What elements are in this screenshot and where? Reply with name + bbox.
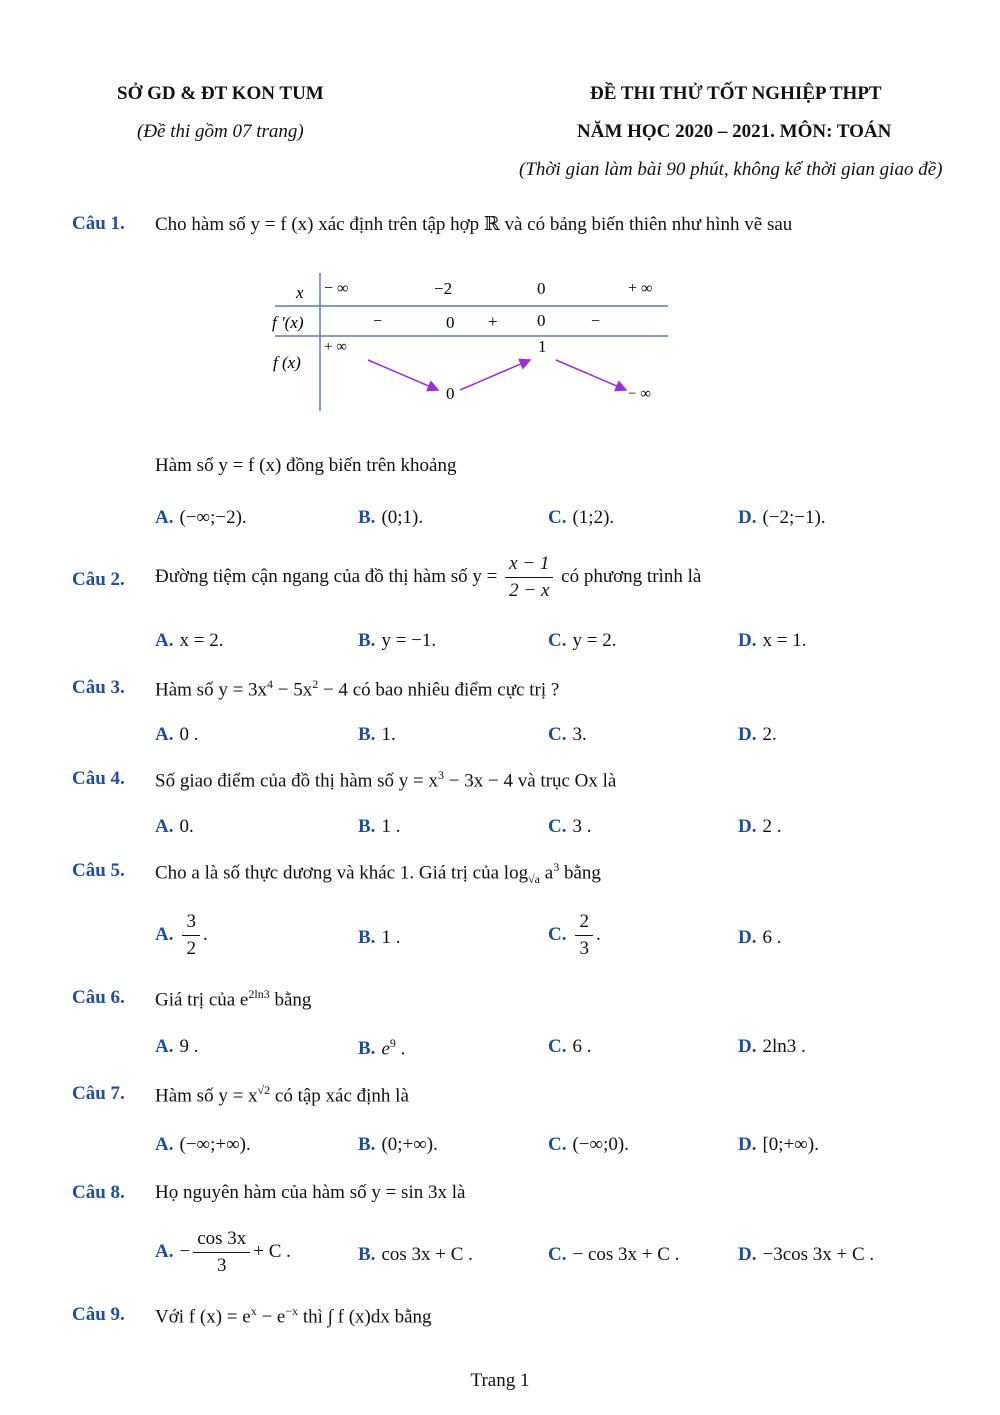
option-label: C. (548, 1134, 567, 1155)
option-prefix: − (179, 1240, 191, 1262)
question-text-before: Hàm số y = 3x (155, 679, 268, 701)
fraction-denominator: 2 (186, 938, 196, 959)
option-label: A. (155, 923, 174, 945)
exam-title: ĐỀ THI THỬ TỐT NGHIỆP THPT (590, 83, 882, 104)
option-b (358, 1134, 438, 1156)
option-label: D. (738, 724, 757, 745)
option-text: (0;+∞). (381, 1134, 438, 1155)
x-value: −2 (434, 279, 453, 298)
f-max-value: 1 (538, 337, 547, 356)
fraction-numerator: 3 (182, 911, 200, 936)
question-label: Câu 5. (72, 860, 125, 881)
option-a (155, 1036, 198, 1058)
exponent: −x (285, 1304, 299, 1318)
option-label: D. (738, 630, 757, 651)
exponent: 4 (267, 677, 274, 691)
option-d (738, 927, 781, 949)
fraction-numerator: x − 1 (505, 553, 553, 578)
option-label: A. (155, 630, 174, 651)
school-name: SỞ GD & ĐT KON TUM (117, 83, 324, 104)
option-text: (−∞;0). (572, 1134, 629, 1155)
question-label: Câu 1. (72, 213, 125, 234)
option-a (155, 1134, 251, 1156)
question-text-before: Với f (x) = e (155, 1306, 251, 1328)
f-end-value: − ∞ (628, 386, 651, 402)
option-text: (0;1). (381, 507, 424, 528)
option-text: 6 . (762, 927, 782, 948)
option-a (155, 630, 223, 652)
question-text-after: thì ∫ f (x)dx bằng (298, 1306, 432, 1328)
exponent: 2 (312, 677, 319, 691)
option-a (155, 816, 194, 838)
option-label: C. (548, 630, 567, 651)
option-label: D. (738, 927, 757, 948)
option-text-end: . (395, 1038, 406, 1060)
row-label-x: x (296, 283, 304, 302)
option-a (155, 1228, 291, 1277)
derivative-zero: 0 (537, 311, 546, 330)
question-text-after: − 3x − 4 và trục Ox là (444, 770, 617, 792)
question-label: Câu 8. (72, 1182, 125, 1203)
log-base: √a (528, 872, 541, 887)
option-c (548, 1036, 591, 1058)
option-d (738, 1244, 874, 1266)
decreasing-arrow (556, 360, 626, 390)
option-b (358, 1036, 405, 1060)
question-label: Câu 6. (72, 987, 125, 1008)
option-text: 3. (572, 724, 587, 745)
option-d (738, 630, 806, 652)
fraction-denominator: 3 (579, 938, 589, 959)
option-text: −3cos 3x + C . (762, 1244, 875, 1265)
option-label: C. (548, 1244, 567, 1265)
option-label: B. (358, 507, 376, 528)
option-text: [0;+∞). (762, 1134, 819, 1155)
fraction-denominator: 3 (216, 1255, 227, 1276)
option-d (738, 1036, 806, 1058)
option-label: C. (548, 507, 567, 528)
option-d (738, 724, 777, 746)
option-label: B. (358, 816, 376, 837)
fraction (575, 911, 593, 960)
option-text: 1. (381, 724, 396, 745)
option-c (548, 724, 587, 746)
option-text: 0. (179, 816, 194, 837)
exponent: √2 (257, 1083, 271, 1097)
question-text (155, 1083, 409, 1107)
question-text (155, 1304, 432, 1328)
option-d (738, 1134, 819, 1156)
option-b (358, 507, 423, 529)
exponent: 9 (389, 1036, 396, 1050)
option-c (548, 816, 591, 838)
option-label: A. (155, 1134, 174, 1155)
option-label: D. (738, 1134, 757, 1155)
option-label: C. (548, 816, 567, 837)
option-text: cos 3x + C . (381, 1244, 473, 1265)
question-text (155, 987, 311, 1011)
x-value: + ∞ (628, 280, 653, 297)
question-text-after: có tập xác định là (270, 1085, 409, 1107)
option-text: 3 . (572, 816, 592, 837)
option-d (738, 507, 826, 529)
x-value: 0 (537, 279, 546, 298)
question-text (155, 677, 559, 701)
question-label: Câu 7. (72, 1083, 125, 1104)
fraction-numerator: cos 3x (193, 1228, 250, 1253)
decreasing-arrow (368, 360, 438, 390)
option-text: . (595, 923, 601, 945)
option-text: − cos 3x + C . (572, 1244, 680, 1265)
question-label: Câu 2. (72, 569, 125, 590)
question-text-mid: a (540, 862, 554, 884)
question-text-before: Đường tiệm cận ngang của đồ thị hàm số y = (155, 565, 498, 587)
option-text: (−∞;+∞). (179, 1134, 251, 1155)
question-text-after: bằng (559, 862, 601, 884)
option-text: 2ln3 . (762, 1036, 806, 1057)
question-text-after: − 4 có bao nhiêu điểm cực trị ? (318, 679, 560, 701)
option-label: C. (548, 1036, 567, 1057)
page-count-note: (Đề thi gồm 07 trang) (137, 121, 304, 142)
fraction (182, 911, 200, 960)
option-label: A. (155, 1240, 174, 1262)
fraction (505, 553, 553, 602)
derivative-sign: − (591, 313, 601, 330)
option-label: B. (358, 1134, 376, 1155)
fraction-denominator: 2 − x (509, 580, 550, 601)
question-text: Cho hàm số y = f (x) xác định trên tập hợp ℝ và có bảng biến thiên như hình vẽ sau (155, 214, 793, 235)
option-c (548, 911, 601, 960)
option-text: (−∞;−2). (179, 507, 247, 528)
option-text: 1 . (381, 816, 401, 837)
option-text: 1 . (381, 927, 401, 948)
question-subtext: Hàm số y = f (x) đồng biến trên khoảng (155, 455, 457, 476)
variation-table (260, 268, 670, 413)
derivative-sign: − (373, 313, 383, 330)
fraction-numerator: 2 (575, 911, 593, 936)
f-min-value: 0 (446, 384, 455, 403)
row-label-f: f (x) (273, 353, 301, 372)
option-label: D. (738, 816, 757, 837)
question-text-after: có phương trình là (561, 565, 702, 587)
row-label-derivative: f '(x) (272, 313, 304, 332)
option-b (358, 630, 436, 652)
option-text: (−2;−1). (762, 507, 826, 528)
option-text: 6 . (572, 1036, 592, 1057)
fraction (193, 1228, 250, 1277)
x-value: − ∞ (324, 280, 349, 297)
option-label: D. (738, 507, 757, 528)
option-b (358, 724, 396, 746)
option-label: A. (155, 816, 174, 837)
option-label: D. (738, 1036, 757, 1057)
option-label: B. (358, 927, 376, 948)
option-c (548, 1134, 629, 1156)
question-label: Câu 4. (72, 768, 125, 789)
option-a (155, 911, 208, 960)
increasing-arrow (460, 360, 530, 390)
exponent: 3 (438, 768, 445, 782)
question-text (155, 553, 701, 602)
option-label: A. (155, 507, 174, 528)
option-label: C. (548, 923, 567, 945)
option-c (548, 507, 614, 529)
option-b (358, 1244, 473, 1266)
page-number: Trang 1 (470, 1370, 530, 1391)
option-text: y = 2. (572, 630, 617, 651)
option-label: B. (358, 630, 376, 651)
option-text: (1;2). (572, 507, 615, 528)
option-label: B. (358, 724, 376, 745)
option-text: + C . (253, 1240, 291, 1262)
exponent: x (250, 1304, 257, 1318)
question-text-mid: − e (256, 1306, 286, 1328)
option-b (358, 927, 400, 949)
question-label: Câu 3. (72, 677, 125, 698)
question-text-after: bằng (269, 989, 312, 1011)
option-d (738, 816, 781, 838)
option-label: C. (548, 724, 567, 745)
option-text: 9 . (179, 1036, 199, 1057)
option-text: 0 . (179, 724, 199, 745)
option-label: B. (358, 1038, 376, 1060)
option-label: A. (155, 724, 174, 745)
question-text-before: Cho a là số thực dương và khác 1. Giá trị của log (155, 862, 529, 884)
option-c (548, 1244, 679, 1266)
question-text-before: Số giao điểm của đồ thị hàm số y = x (155, 770, 439, 792)
option-c (548, 630, 616, 652)
option-text: y = −1. (381, 630, 437, 651)
option-label: B. (358, 1244, 376, 1265)
question-text (155, 860, 601, 887)
exponent: 3 (553, 860, 560, 874)
question-text: Họ nguyên hàm của hàm số y = sin 3x là (155, 1182, 466, 1203)
question-text-before: Giá trị của e (155, 989, 249, 1011)
option-label: A. (155, 1036, 174, 1057)
option-text: e (381, 1038, 390, 1060)
option-text: . (202, 923, 208, 945)
derivative-sign: + (488, 312, 498, 331)
exam-year-subject: NĂM HỌC 2020 – 2021. MÔN: TOÁN (577, 121, 892, 142)
question-text-mid: − 5x (273, 679, 313, 701)
exponent: 2ln3 (248, 987, 270, 1001)
option-a (155, 724, 198, 746)
option-text: 2 . (762, 816, 782, 837)
question-text (155, 768, 616, 792)
f-start-value: + ∞ (324, 339, 347, 355)
option-label: D. (738, 1244, 757, 1265)
question-label: Câu 9. (72, 1304, 125, 1325)
option-b (358, 816, 400, 838)
option-text: 2. (762, 724, 777, 745)
option-text: x = 1. (762, 630, 807, 651)
option-text: x = 2. (179, 630, 224, 651)
derivative-zero: 0 (446, 313, 455, 332)
exam-time-note: (Thời gian làm bài 90 phút, không kể thời gian giao đề) (519, 159, 943, 180)
question-text-before: Hàm số y = x (155, 1085, 258, 1107)
option-a (155, 507, 247, 529)
